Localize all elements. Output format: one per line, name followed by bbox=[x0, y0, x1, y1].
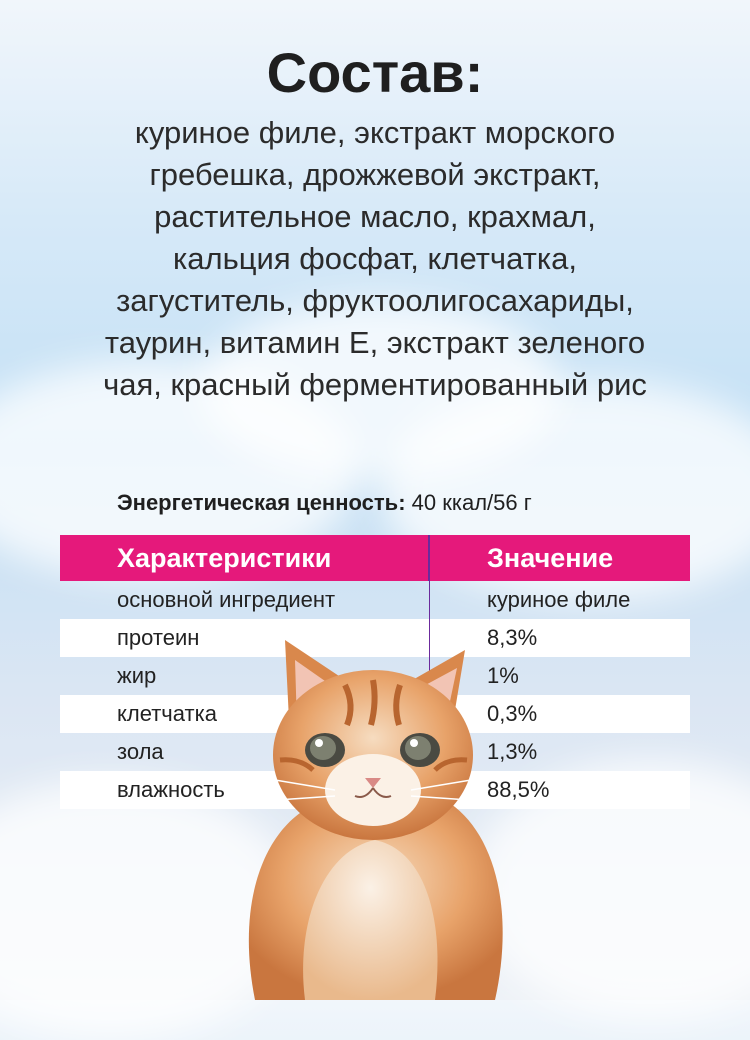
composition-text bbox=[30, 112, 720, 406]
row-value: 8,3% bbox=[487, 625, 538, 650]
composition-line: загуститель, фруктоолигосахариды, bbox=[116, 283, 634, 318]
composition-line: чая, красный ферментированный рис bbox=[103, 367, 647, 402]
composition-line: куриное филе, экстракт морского bbox=[134, 115, 616, 150]
table-row bbox=[60, 581, 690, 619]
row-value: 88,5% bbox=[487, 777, 550, 802]
row-name: жир bbox=[60, 657, 430, 695]
row-value: куриное филе bbox=[487, 587, 631, 612]
row-name: зола bbox=[60, 733, 430, 771]
header-characteristics: Характеристики bbox=[60, 535, 430, 581]
energy-value bbox=[117, 490, 532, 516]
row-name: влажность bbox=[60, 771, 430, 809]
row-name: основной ингредиент bbox=[60, 581, 430, 619]
kitten-image bbox=[195, 630, 555, 1000]
row-name: клетчатка bbox=[60, 695, 430, 733]
composition-line: таурин, витамин Е, экстракт зеленого bbox=[104, 325, 646, 360]
energy-label: Энергетическая ценность: bbox=[117, 490, 406, 515]
row-name: протеин bbox=[60, 619, 430, 657]
row-value: 1% bbox=[487, 663, 519, 688]
page-title: Состав: bbox=[266, 41, 484, 104]
header-value: Значение bbox=[487, 542, 614, 573]
row-value: 1,3% bbox=[487, 739, 538, 764]
table-header bbox=[60, 535, 690, 581]
energy-amount: 40 ккал/56 г bbox=[411, 490, 532, 515]
composition-line: кальция фосфат, клетчатка, bbox=[173, 241, 577, 276]
row-value: 0,3% bbox=[487, 701, 538, 726]
composition-line: растительное масло, крахмал, bbox=[154, 199, 596, 234]
composition-line: гребешка, дрожжевой экстракт, bbox=[149, 157, 601, 192]
